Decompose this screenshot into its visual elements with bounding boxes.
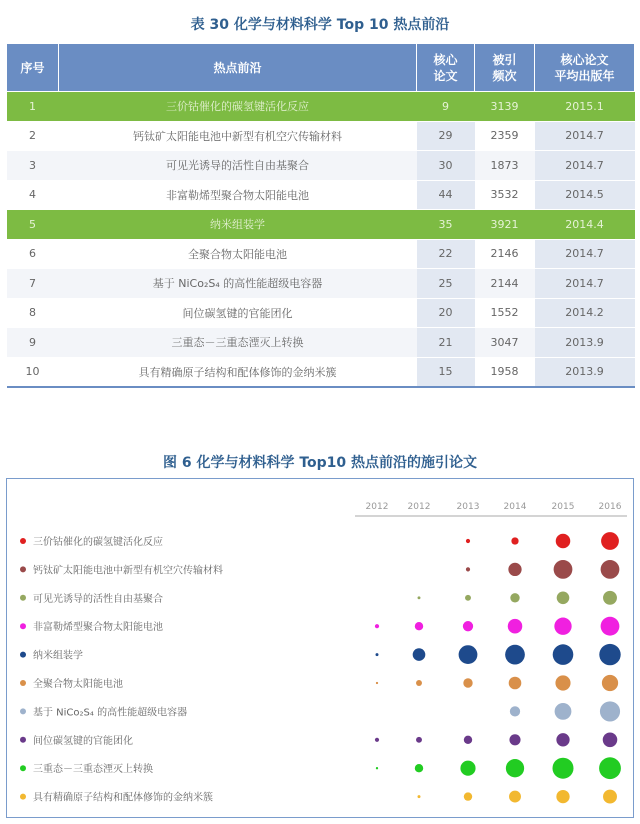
header-front: 热点前沿 bbox=[59, 44, 417, 92]
cell-rank: 5 bbox=[7, 210, 59, 240]
series-label: 三重态－三重态湮灭上转换 bbox=[33, 764, 153, 776]
cell-avg-year: 2014.4 bbox=[535, 210, 635, 240]
table-row bbox=[7, 328, 635, 358]
series-label: 钙钛矿太阳能电池中新型有机空穴传输材料 bbox=[33, 565, 223, 577]
hot-fronts-table bbox=[6, 43, 635, 388]
cell-front: 三重态－三重态湮灭上转换 bbox=[59, 328, 417, 358]
legend-marker bbox=[20, 623, 26, 629]
cell-citations: 2359 bbox=[475, 121, 535, 151]
cell-core-papers: 21 bbox=[417, 328, 475, 358]
data-point bbox=[416, 680, 422, 686]
data-point bbox=[376, 653, 379, 656]
table-row bbox=[7, 92, 635, 122]
data-point bbox=[556, 733, 569, 746]
data-point bbox=[510, 706, 520, 716]
data-point bbox=[460, 761, 475, 776]
header-core-papers: 核心 论文 bbox=[417, 44, 475, 92]
data-point bbox=[603, 733, 618, 748]
legend-marker bbox=[20, 680, 26, 686]
cell-rank: 7 bbox=[7, 269, 59, 299]
chart-svg bbox=[7, 479, 633, 817]
data-point bbox=[555, 703, 572, 720]
legend-marker bbox=[20, 652, 26, 658]
data-point bbox=[555, 675, 570, 690]
series-label: 具有精确原子结构和配体修饰的金纳米簇 bbox=[33, 792, 213, 804]
data-point bbox=[600, 701, 620, 721]
data-point bbox=[509, 677, 522, 690]
data-point bbox=[376, 682, 378, 684]
cell-rank: 6 bbox=[7, 239, 59, 269]
cell-front: 三价钴催化的碳氢键活化反应 bbox=[59, 92, 417, 122]
x-tick-label: 2012 bbox=[365, 502, 389, 512]
data-point bbox=[556, 534, 571, 549]
table-row bbox=[7, 210, 635, 240]
header-rank: 序号 bbox=[7, 44, 59, 92]
cell-avg-year: 2013.9 bbox=[535, 328, 635, 358]
series-label: 三价钴催化的碳氢键活化反应 bbox=[33, 537, 163, 548]
data-point bbox=[413, 648, 426, 661]
data-point bbox=[459, 645, 478, 664]
cell-citations: 1873 bbox=[475, 151, 535, 181]
data-point bbox=[602, 675, 618, 691]
cell-avg-year: 2013.9 bbox=[535, 357, 635, 387]
data-point bbox=[603, 790, 617, 804]
cell-core-papers: 22 bbox=[417, 239, 475, 269]
data-point bbox=[601, 617, 620, 636]
data-point bbox=[511, 537, 518, 544]
data-point bbox=[466, 567, 470, 571]
table-row bbox=[7, 151, 635, 181]
cell-rank: 2 bbox=[7, 121, 59, 151]
cell-front: 全聚合物太阳能电池 bbox=[59, 239, 417, 269]
data-point bbox=[553, 644, 574, 665]
data-point bbox=[510, 593, 519, 602]
cell-avg-year: 2014.5 bbox=[535, 180, 635, 210]
data-point bbox=[509, 734, 520, 745]
series-label: 间位碳氢键的官能团化 bbox=[33, 735, 133, 747]
data-point bbox=[375, 624, 379, 628]
data-point bbox=[376, 767, 378, 769]
data-point bbox=[554, 560, 573, 579]
data-point bbox=[375, 738, 379, 742]
data-point bbox=[554, 618, 571, 635]
cell-avg-year: 2015.1 bbox=[535, 92, 635, 122]
cell-core-papers: 15 bbox=[417, 357, 475, 387]
cell-rank: 4 bbox=[7, 180, 59, 210]
data-point bbox=[465, 595, 471, 601]
cell-front: 间位碳氢键的官能团化 bbox=[59, 298, 417, 328]
cell-rank: 8 bbox=[7, 298, 59, 328]
cell-core-papers: 29 bbox=[417, 121, 475, 151]
cell-front: 基于 NiCo₂S₄ 的高性能超级电容器 bbox=[59, 269, 417, 299]
table-row bbox=[7, 121, 635, 151]
data-point bbox=[603, 591, 617, 605]
data-point bbox=[464, 736, 472, 744]
cell-front: 具有精确原子结构和配体修饰的金纳米簇 bbox=[59, 357, 417, 387]
x-tick-label: 2013 bbox=[456, 502, 480, 512]
cell-citations: 3921 bbox=[475, 210, 535, 240]
legend-marker bbox=[20, 765, 26, 771]
table-row bbox=[7, 239, 635, 269]
data-point bbox=[601, 532, 619, 550]
data-point bbox=[505, 645, 525, 665]
data-point bbox=[418, 795, 421, 798]
legend-marker bbox=[20, 737, 26, 743]
data-point bbox=[506, 759, 524, 777]
table-title: 表 30 化学与材料科学 Top 10 热点前沿 bbox=[190, 17, 450, 33]
cell-citations: 3139 bbox=[475, 92, 535, 122]
data-point bbox=[508, 563, 521, 576]
citing-papers-chart bbox=[6, 478, 634, 818]
legend-marker bbox=[20, 566, 26, 572]
cell-core-papers: 44 bbox=[417, 180, 475, 210]
table-row bbox=[7, 357, 635, 387]
cell-citations: 3532 bbox=[475, 180, 535, 210]
data-point bbox=[599, 757, 621, 779]
x-tick-label: 2015 bbox=[551, 502, 575, 512]
x-tick-label: 2014 bbox=[503, 502, 527, 512]
cell-front: 纳米组装学 bbox=[59, 210, 417, 240]
cell-core-papers: 30 bbox=[417, 151, 475, 181]
data-point bbox=[415, 622, 423, 630]
chart-title: 图 6 化学与材料科学 Top10 热点前沿的施引论文 bbox=[162, 455, 478, 471]
data-point bbox=[464, 792, 472, 800]
cell-core-papers: 9 bbox=[417, 92, 475, 122]
header-citations: 被引 频次 bbox=[475, 44, 535, 92]
x-tick-label: 2016 bbox=[598, 502, 622, 512]
cell-citations: 1958 bbox=[475, 357, 535, 387]
legend-marker bbox=[20, 708, 26, 714]
cell-front: 非富勒烯型聚合物太阳能电池 bbox=[59, 180, 417, 210]
cell-citations: 3047 bbox=[475, 328, 535, 358]
cell-citations: 1552 bbox=[475, 298, 535, 328]
data-point bbox=[418, 596, 421, 599]
cell-rank: 10 bbox=[7, 357, 59, 387]
cell-citations: 2146 bbox=[475, 239, 535, 269]
data-point bbox=[508, 619, 523, 634]
cell-core-papers: 20 bbox=[417, 298, 475, 328]
cell-rank: 3 bbox=[7, 151, 59, 181]
cell-citations: 2144 bbox=[475, 269, 535, 299]
cell-avg-year: 2014.7 bbox=[535, 239, 635, 269]
cell-front: 可见光诱导的活性自由基聚合 bbox=[59, 151, 417, 181]
series-label: 非富勒烯型聚合物太阳能电池 bbox=[33, 622, 163, 634]
cell-avg-year: 2014.7 bbox=[535, 121, 635, 151]
data-point bbox=[509, 791, 521, 803]
header-avg-year: 核心论文 平均出版年 bbox=[535, 44, 635, 92]
cell-avg-year: 2014.7 bbox=[535, 151, 635, 181]
series-label: 纳米组装学 bbox=[33, 650, 83, 662]
cell-rank: 9 bbox=[7, 328, 59, 358]
series-label: 基于 NiCo₂S₄ 的高性能超级电容器 bbox=[33, 707, 188, 719]
table-row bbox=[7, 269, 635, 299]
legend-marker bbox=[20, 538, 26, 544]
data-point bbox=[463, 678, 472, 687]
x-tick-label: 2012 bbox=[407, 502, 431, 512]
data-point bbox=[463, 621, 473, 631]
cell-avg-year: 2014.7 bbox=[535, 269, 635, 299]
cell-avg-year: 2014.2 bbox=[535, 298, 635, 328]
cell-rank: 1 bbox=[7, 92, 59, 122]
cell-core-papers: 35 bbox=[417, 210, 475, 240]
table-header-row bbox=[7, 44, 635, 92]
data-point bbox=[556, 790, 569, 803]
data-point bbox=[557, 592, 570, 605]
legend-marker bbox=[20, 595, 26, 601]
table-row bbox=[7, 298, 635, 328]
table-row bbox=[7, 180, 635, 210]
cell-core-papers: 25 bbox=[417, 269, 475, 299]
cell-front: 钙钛矿太阳能电池中新型有机空穴传输材料 bbox=[59, 121, 417, 151]
data-point bbox=[466, 539, 470, 543]
data-point bbox=[416, 737, 422, 743]
series-label: 全聚合物太阳能电池 bbox=[33, 679, 123, 690]
series-label: 可见光诱导的活性自由基聚合 bbox=[33, 593, 163, 605]
data-point bbox=[599, 644, 620, 665]
data-point bbox=[601, 560, 620, 579]
legend-marker bbox=[20, 794, 26, 800]
data-point bbox=[553, 758, 574, 779]
data-point bbox=[415, 764, 423, 772]
